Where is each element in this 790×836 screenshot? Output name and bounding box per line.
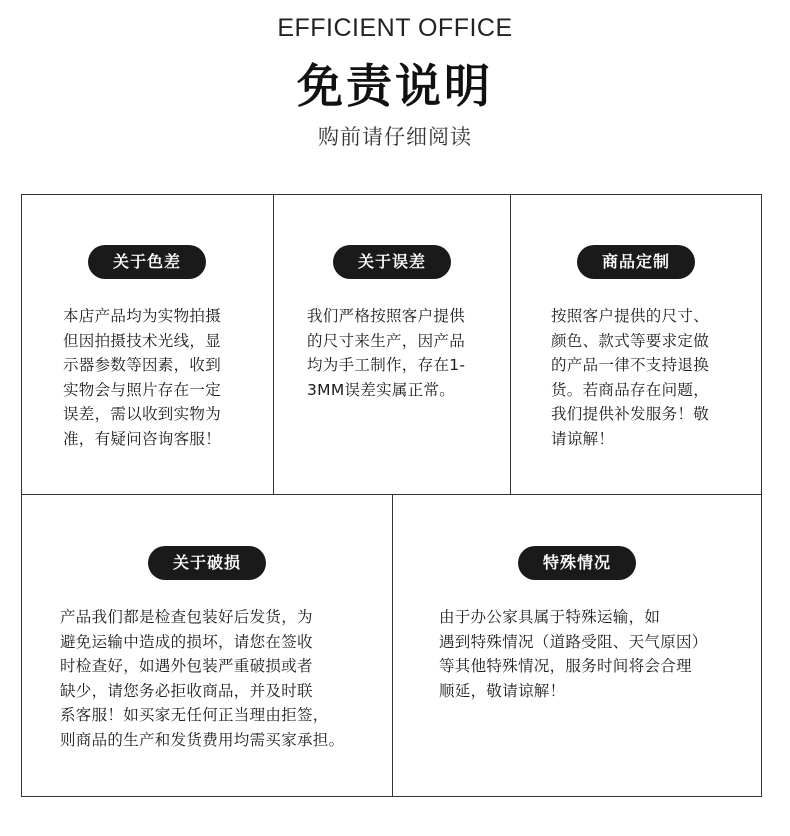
section-body (439, 605, 708, 703)
text-line: 等其他特殊情况，服务时间将会合理 (439, 657, 692, 675)
text-line: 实物会与照片存在一定 (63, 380, 222, 399)
text-line: 货。若商品存在问题， (551, 380, 710, 399)
text-line: 但因拍摄技术光线，显 (63, 331, 222, 350)
text-line: 由于办公家具属于特殊运输，如 (439, 608, 661, 626)
text-line: 误差，需以收到实物为 (63, 405, 222, 423)
text-line: 遇到特殊情况（道路受阻、天气原因） (439, 632, 708, 651)
text-line: 本店产品均为实物拍摄 (63, 307, 222, 325)
section-label-pill: 商品定制 (577, 245, 695, 279)
page-caption: 购前请仔细阅读 (318, 125, 472, 149)
section-label-pill: 关于色差 (88, 245, 206, 279)
grid-col-divider-2 (510, 194, 511, 495)
text-line: 准，有疑问咨询客服！ (63, 429, 222, 448)
page-title: 免责说明 (297, 59, 493, 113)
grid-col-divider-3 (392, 494, 393, 797)
section-body (307, 304, 465, 402)
text-line: 按照客户提供的尺寸、 (551, 307, 710, 325)
text-line: 产品我们都是检查包装好后发货，为 (60, 608, 313, 626)
text-line: 缺少，请您务必拒收商品，并及时联 (60, 681, 313, 700)
text-line: 我们严格按照客户提供 (307, 307, 466, 325)
text-line: 的产品一律不支持退换 (551, 356, 710, 374)
text-line: 系客服！如买家无任何正当理由拒签， (60, 706, 329, 724)
section-body (63, 304, 221, 451)
text-line: 时检查好，如遇外包装严重破损或者 (60, 657, 313, 675)
text-line: 避免运输中造成的损坏，请您在签收 (60, 632, 313, 651)
grid-col-divider-1 (273, 194, 274, 495)
text-line: 的尺寸来生产，因产品 (307, 331, 466, 350)
text-line: 3MM误差实属正常。 (307, 380, 456, 399)
text-line: 我们提供补发服务！敬 (551, 405, 710, 423)
text-line: 示器参数等因素，收到 (63, 356, 222, 374)
header-subtitle-en: EFFICIENT OFFICE (277, 14, 513, 42)
text-line: 请谅解！ (551, 429, 615, 448)
section-label-pill: 特殊情况 (518, 546, 636, 580)
section-body (551, 304, 709, 451)
text-line: 则商品的生产和发货费用均需买家承担。 (60, 730, 345, 749)
section-label-pill: 关于误差 (333, 245, 451, 279)
section-body (60, 605, 344, 752)
text-line: 均为手工制作，存在1- (307, 356, 466, 374)
text-line: 颜色、款式等要求定做 (551, 331, 710, 350)
section-label-pill: 关于破损 (148, 546, 266, 580)
text-line: 顺延，敬请谅解！ (439, 681, 566, 700)
